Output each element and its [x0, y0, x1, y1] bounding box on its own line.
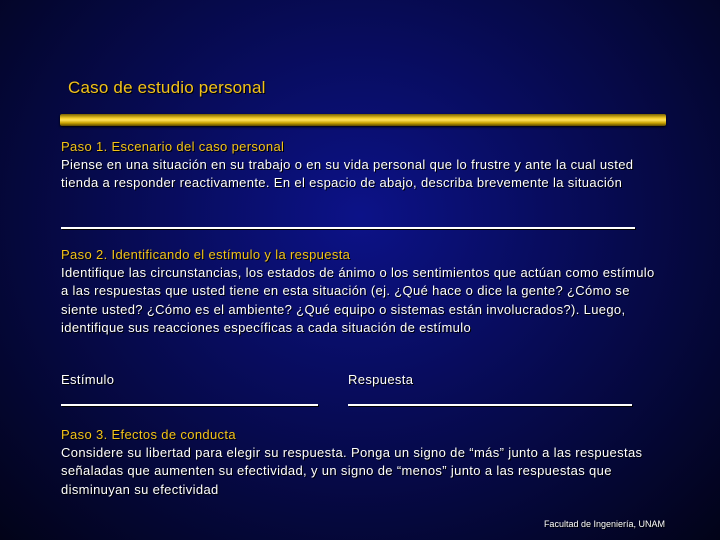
stimulus-label: Estímulo: [61, 372, 115, 387]
slide-title: Caso de estudio personal: [68, 78, 266, 97]
step3-body: Considere su libertad para elegir su respuesta. Ponga un signo de “más” junto a las respuestas señaladas que aumenten su efectividad, y un signo de “menos” junto a las respuestas que disminuyan su efectividad: [61, 445, 643, 497]
step1-heading: Paso 1. Escenario del caso personal: [61, 139, 285, 154]
step1-section: [61, 138, 661, 193]
title-underline-bar: [60, 114, 666, 126]
step1-body: Piense en una situación en su trabajo o en su vida personal que lo frustre y ante la cual usted tienda a responder reactivamente. En el espacio de abajo, describa brevemente la situación: [61, 157, 634, 191]
response-answer-line: [348, 404, 632, 406]
step3-heading: Paso 3. Efectos de conducta: [61, 427, 236, 442]
step1-answer-line: [61, 227, 635, 229]
step2-heading: Paso 2. Identificando el estímulo y la respuesta: [61, 247, 351, 262]
step3-section: [61, 426, 661, 499]
footer-credit: Facultad de Ingeniería, UNAM: [543, 519, 665, 529]
step2-section: [61, 246, 661, 337]
response-label: Respuesta: [348, 372, 414, 387]
stimulus-answer-line: [61, 404, 318, 406]
step2-body: Identifique las circunstancias, los estados de ánimo o los sentimientos que actúan como estímulo a las respuestas que usted tiene en esta situación (ej. ¿Qué hace o dice la gente? ¿Cómo se siente usted? ¿Cómo es el ambiente? ¿Qué equipo o sistemas están involucrados?). Luego, identifique sus reacciones específicas a cada situación de estímulo: [61, 265, 655, 335]
